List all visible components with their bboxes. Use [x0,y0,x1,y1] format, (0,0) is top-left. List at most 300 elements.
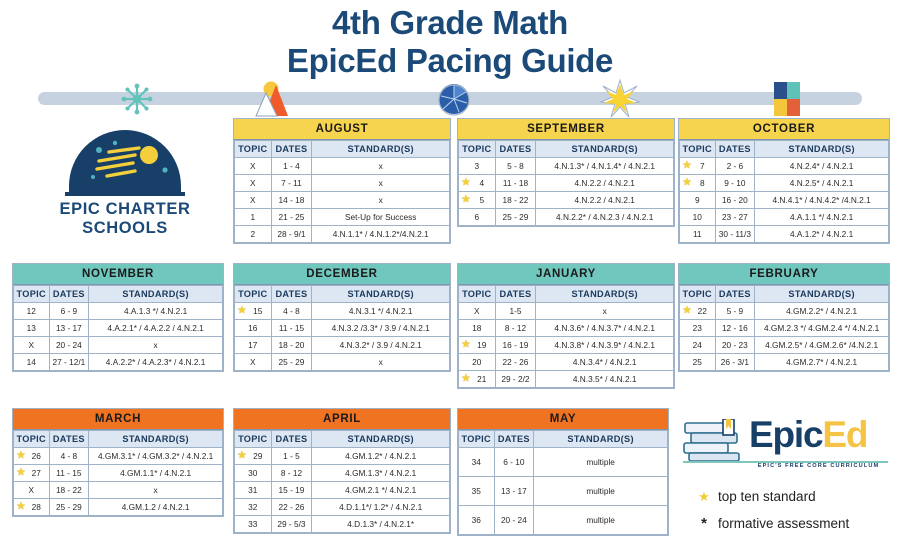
cell-topic [459,477,495,506]
cell-dates: 4 - 8 [271,303,312,320]
cell-dates: 5 - 9 [715,303,755,320]
cell-topic [235,448,272,465]
cell-dates: 27 - 12/1 [49,354,89,371]
legend-item-formative [690,510,900,537]
topic-number: 29 [253,451,263,461]
cell-topic [459,192,496,209]
cell-standards: Set-Up for Success [312,209,450,226]
table-row [235,499,450,516]
cell-dates: 16 - 19 [495,337,536,354]
cell-standards: 4.GM.2.1 */ 4.N.2.1 [312,482,450,499]
cell-standards: x [89,337,223,354]
cell-dates: 1 - 5 [271,448,312,465]
month-table-february [678,263,890,372]
topic-number: 31 [248,485,258,495]
cell-dates: 29 - 5/3 [271,516,312,533]
cell-dates: 13 - 17 [494,477,534,506]
table-row [459,354,674,371]
topic-number: 7 [699,161,705,171]
star-icon: ★ [16,466,26,479]
cell-topic [235,499,272,516]
star-icon: ★ [16,500,26,513]
table-row [459,477,668,506]
table-row [680,175,889,192]
column-header-dates: DATES [49,286,89,303]
cell-topic [680,192,716,209]
cell-standards: 4.GM.1.3* / 4.N.2.1 [312,465,450,482]
cell-standards: 4.N.2.2 / 4.N.2.1 [536,175,674,192]
topic-number: 23 [692,323,702,333]
title-line-1: 4th Grade Math [331,4,568,41]
column-header-standards: STANDARD(S) [312,286,450,303]
cell-topic [459,506,495,535]
month-header-september: SEPTEMBER [458,119,674,140]
table-row [235,158,450,175]
topic-number: X [250,195,256,205]
month-header-november: NOVEMBER [13,264,223,285]
cell-dates: 20 - 24 [49,337,89,354]
cell-standards: 4.A.2.2* / 4.A.2.3* / 4.N.2.1 [89,354,223,371]
topic-number: 30 [248,468,258,478]
epiced-word-ed: Ed [822,414,868,455]
topic-number: 32 [248,502,258,512]
page-title [0,4,900,80]
cell-standards: 4.N.2.4* / 4.N.2.1 [755,158,889,175]
month-header-may: MAY [458,409,668,430]
cell-topic [235,465,272,482]
column-header-topic: TOPIC [459,431,495,448]
cell-dates: 25 - 29 [495,209,536,226]
cell-topic [459,175,496,192]
cell-dates: 30 - 11/3 [715,226,755,243]
column-header-standards: STANDARD(S) [89,431,223,448]
triangles-icon [255,80,295,118]
topic-number: 11 [692,229,702,239]
table-row [14,354,223,371]
schedule-table [458,430,668,535]
table-row [235,175,450,192]
table-row [680,337,889,354]
table-row [235,354,450,371]
cell-topic [459,337,496,354]
topic-number: 20 [472,357,482,367]
cell-topic [14,448,50,465]
cell-topic [680,354,716,371]
topic-number: X [250,357,256,367]
snowflake-icon [120,82,154,116]
cell-topic [235,516,272,533]
column-header-dates: DATES [271,141,312,158]
topic-number: 17 [248,340,258,350]
pie-circle-icon [435,80,473,118]
cell-dates: 25 - 29 [49,499,89,516]
table-row [235,303,450,320]
cell-topic [235,226,272,243]
cell-standards: x [312,354,450,371]
table-row [459,303,674,320]
column-header-standards: STANDARD(S) [536,141,674,158]
logo-line-2: SCHOOLS [82,219,168,237]
column-header-topic: TOPIC [459,286,496,303]
topic-number: 36 [471,515,481,525]
cell-topic [14,354,50,371]
schedule-table [234,285,450,371]
month-table-september [457,118,675,227]
cell-dates: 2 - 6 [715,158,755,175]
cell-standards: 4.N.2.5* / 4.N.2.1 [755,175,889,192]
cell-standards: 4.A.1.3 */ 4.N.2.1 [89,303,223,320]
cell-topic [14,303,50,320]
topic-number: 33 [248,519,258,529]
month-header-december: DECEMBER [234,264,450,285]
cell-standards: 4.GM.3.1* / 4.GM.3.2* / 4.N.2.1 [89,448,223,465]
topic-number: 18 [472,323,482,333]
schedule-table [458,140,674,226]
column-header-dates: DATES [49,431,89,448]
column-header-dates: DATES [271,286,312,303]
cell-dates: 13 - 17 [49,320,89,337]
month-header-august: AUGUST [234,119,450,140]
month-table-march [12,408,224,517]
column-header-topic: TOPIC [459,141,496,158]
table-row [235,192,450,209]
schedule-table [234,430,450,533]
month-header-january: JANUARY [458,264,674,285]
column-header-standards: STANDARD(S) [312,431,450,448]
cell-topic [680,175,716,192]
schedule-table [679,140,889,243]
cell-topic [14,499,50,516]
cell-topic [235,303,272,320]
topic-number: 25 [692,357,702,367]
topic-number: 28 [31,502,41,512]
table-row [235,209,450,226]
table-row [459,371,674,388]
cell-dates: 28 - 9/1 [271,226,312,243]
cell-dates: 5 - 8 [495,158,536,175]
table-row [235,337,450,354]
table-row [680,320,889,337]
topic-number: 24 [692,340,702,350]
table-row [235,226,450,243]
cell-standards: 4.N.1.1* / 4.N.1.2*/4.N.2.1 [312,226,450,243]
cell-topic [680,158,716,175]
cell-topic [459,209,496,226]
cell-standards: 4.N.3.1 */ 4.N.2.1 [312,303,450,320]
cell-topic [235,337,272,354]
logo-wordmark [45,200,205,238]
cell-topic [459,303,496,320]
topic-number: 13 [26,323,36,333]
cell-topic [459,448,495,477]
cell-topic [14,482,50,499]
table-row [14,337,223,354]
starburst-icon [600,79,640,119]
column-header-standards: STANDARD(S) [755,141,889,158]
table-row [680,303,889,320]
month-table-april [233,408,451,534]
column-header-standards: STANDARD(S) [534,431,668,448]
column-header-topic: TOPIC [14,286,50,303]
cell-dates: 1-5 [495,303,536,320]
month-header-april: APRIL [234,409,450,430]
cell-standards: x [312,192,450,209]
cell-topic [235,209,272,226]
cell-dates: 14 - 18 [271,192,312,209]
table-row [459,337,674,354]
cell-dates: 8 - 12 [495,320,536,337]
cell-standards: 4.GM.1.1* / 4.N.2.1 [89,465,223,482]
table-row [459,175,674,192]
topic-number: 5 [479,195,485,205]
cell-standards: 4.A.2.1* / 4.A.2.2 / 4.N.2.1 [89,320,223,337]
table-row [14,303,223,320]
cell-standards: x [312,175,450,192]
table-row [14,499,223,516]
logo-line-1: EPIC CHARTER [59,200,191,218]
table-row [680,226,889,243]
cell-dates: 18 - 22 [495,192,536,209]
epic-charter-schools-logo [45,130,205,250]
cell-standards: 4.GM.2.5* / 4.GM.2.6* /4.N.2.1 [755,337,889,354]
topic-number: 14 [26,357,36,367]
month-header-october: OCTOBER [679,119,889,140]
cell-topic [680,226,716,243]
table-row [235,465,450,482]
month-header-march: MARCH [13,409,223,430]
cell-dates: 8 - 12 [271,465,312,482]
cell-dates: 11 - 15 [49,465,89,482]
month-table-december [233,263,451,372]
star-icon: ★ [16,449,26,462]
star-icon: ★ [682,176,692,189]
topic-number: 21 [477,374,487,384]
star-icon: ★ [682,159,692,172]
topic-number: 16 [248,323,258,333]
cell-dates: 7 - 11 [271,175,312,192]
table-row [459,506,668,535]
topic-number: 15 [253,306,263,316]
column-header-topic: TOPIC [235,286,272,303]
cell-standards: 4.D.1.3* / 4.N.2.1* [312,516,450,533]
legend-label-formative: formative assessment [718,516,850,531]
cell-topic [235,482,272,499]
table-row [680,354,889,371]
cell-standards: 4.N.2.2 / 4.N.2.1 [536,192,674,209]
table-row [459,320,674,337]
cell-dates: 11 - 18 [495,175,536,192]
column-header-dates: DATES [715,141,755,158]
month-table-january [457,263,675,389]
cell-standards: multiple [534,448,668,477]
table-row [235,448,450,465]
topic-number: X [250,178,256,188]
topic-number: 3 [474,161,480,171]
column-header-dates: DATES [495,141,536,158]
column-header-standards: STANDARD(S) [536,286,674,303]
cell-topic [235,320,272,337]
cell-dates: 23 - 27 [715,209,755,226]
logo-dome-shape [69,130,181,192]
table-row [14,448,223,465]
cell-dates: 22 - 26 [495,354,536,371]
column-header-dates: DATES [715,286,755,303]
column-header-standards: STANDARD(S) [312,141,450,158]
star-icon: ★ [461,193,471,206]
cell-standards: 4.N.2.2* / 4.N.2.3 / 4.N.2.1 [536,209,674,226]
cell-standards: 4.N.3.8* / 4.N.3.9* / 4.N.2.1 [536,337,674,354]
cell-standards: 4.N.3.5* / 4.N.2.1 [536,371,674,388]
topic-number: 35 [471,486,481,496]
legend [690,483,900,537]
cell-topic [680,303,716,320]
cell-topic [680,337,716,354]
topic-number: X [474,306,480,316]
column-header-standards: STANDARD(S) [89,286,223,303]
logo-baseline [65,192,185,196]
table-row [14,320,223,337]
title-line-2: EpicEd Pacing Guide [286,42,614,79]
cell-dates: 6 - 9 [49,303,89,320]
cell-dates: 25 - 29 [271,354,312,371]
table-row [235,320,450,337]
topic-number: 2 [250,229,256,239]
column-header-standards: STANDARD(S) [755,286,889,303]
cell-standards: 4.N.4.1* / 4.N.4.2* /4.N.2.1 [755,192,889,209]
epiced-logo [683,413,888,475]
column-header-topic: TOPIC [235,431,272,448]
cell-standards: 4.N.1.3* / 4.N.1.4* / 4.N.2.1 [536,158,674,175]
table-row [459,448,668,477]
cell-topic [235,158,272,175]
topic-number: X [28,340,35,350]
topic-number: 34 [471,457,481,467]
star-icon: ★ [237,304,247,317]
month-table-october [678,118,890,244]
books-icon [683,419,745,463]
month-header-february: FEBRUARY [679,264,889,285]
asterisk-icon: * [701,515,707,532]
cell-dates: 29 - 2/2 [495,371,536,388]
cell-standards: 4.N.3.2* / 3.9 / 4.N.2.1 [312,337,450,354]
cell-topic [459,158,496,175]
cell-dates: 9 - 10 [715,175,755,192]
cell-topic [235,175,272,192]
cell-standards: 4.GM.2.7* / 4.N.2.1 [755,354,889,371]
column-header-dates: DATES [271,431,312,448]
topic-number: 8 [699,178,705,188]
table-row [459,192,674,209]
column-header-dates: DATES [494,431,534,448]
star-icon: ★ [237,449,247,462]
cell-dates: 1 - 4 [271,158,312,175]
month-table-august [233,118,451,244]
schedule-table [458,285,674,388]
cell-topic [459,371,496,388]
cell-standards: x [536,303,674,320]
topic-number: 12 [26,306,36,316]
table-row [14,465,223,482]
cell-standards: x [89,482,223,499]
cell-dates: 26 - 3/1 [715,354,755,371]
cell-dates: 18 - 20 [271,337,312,354]
cell-standards: 4.N.3.4* / 4.N.2.1 [536,354,674,371]
table-row [680,192,889,209]
schedule-table [234,140,450,243]
month-table-may [457,408,669,536]
cell-standards: x [312,158,450,175]
cell-standards: 4.D.1.1*/ 1.2* / 4.N.2.1 [312,499,450,516]
topic-number: 6 [474,212,480,222]
cube-icon [770,80,804,118]
epiced-word-epic: Epic [749,414,823,455]
column-header-topic: TOPIC [680,141,716,158]
column-header-topic: TOPIC [14,431,50,448]
topic-number: 10 [692,212,702,222]
cell-standards: 4.A.1.2* / 4.N.2.1 [755,226,889,243]
topic-number: 4 [479,178,485,188]
cell-topic [235,192,272,209]
cell-topic [14,320,50,337]
cell-dates: 21 - 25 [271,209,312,226]
table-row [459,158,674,175]
topic-number: 1 [250,212,256,222]
legend-label-top-ten: top ten standard [718,489,816,504]
cell-standards: multiple [534,506,668,535]
cell-standards: 4.GM.2.2* / 4.N.2.1 [755,303,889,320]
cell-dates: 11 - 15 [271,320,312,337]
topic-number: 27 [31,468,41,478]
cell-dates: 20 - 24 [494,506,534,535]
table-row [235,482,450,499]
topic-number: X [250,161,256,171]
star-icon: ★ [682,304,692,317]
topic-number: 26 [31,451,41,461]
schedule-table [679,285,889,371]
column-header-topic: TOPIC [235,141,272,158]
topic-number: 9 [694,195,700,205]
cell-standards: 4.GM.1.2 / 4.N.2.1 [89,499,223,516]
cell-dates: 15 - 19 [271,482,312,499]
table-row [235,516,450,533]
cell-standards: 4.GM.2.3 */ 4.GM.2.4 */ 4.N.2.1 [755,320,889,337]
cell-topic [459,320,496,337]
star-icon: ★ [461,372,471,385]
table-row [459,209,674,226]
cell-topic [14,337,50,354]
legend-item-top-ten [690,483,900,510]
column-header-topic: TOPIC [680,286,716,303]
cell-standards: 4.N.3.6* / 4.N.3.7* / 4.N.2.1 [536,320,674,337]
month-table-november [12,263,224,372]
column-header-dates: DATES [495,286,536,303]
cell-dates: 22 - 26 [271,499,312,516]
topic-number: X [28,485,35,495]
cell-topic [680,209,716,226]
table-row [680,158,889,175]
table-row [680,209,889,226]
cell-topic [459,354,496,371]
cell-dates: 18 - 22 [49,482,89,499]
cell-dates: 16 - 20 [715,192,755,209]
cell-dates: 6 - 10 [494,448,534,477]
star-icon: ★ [698,488,710,504]
star-icon: ★ [461,338,471,351]
cell-standards: 4.N.3.2 /3.3* / 3.9 / 4.N.2.1 [312,320,450,337]
schedule-table [13,285,223,371]
star-icon: ★ [461,176,471,189]
epiced-tagline: EPIC'S FREE CORE CURRICULUM [757,463,880,469]
